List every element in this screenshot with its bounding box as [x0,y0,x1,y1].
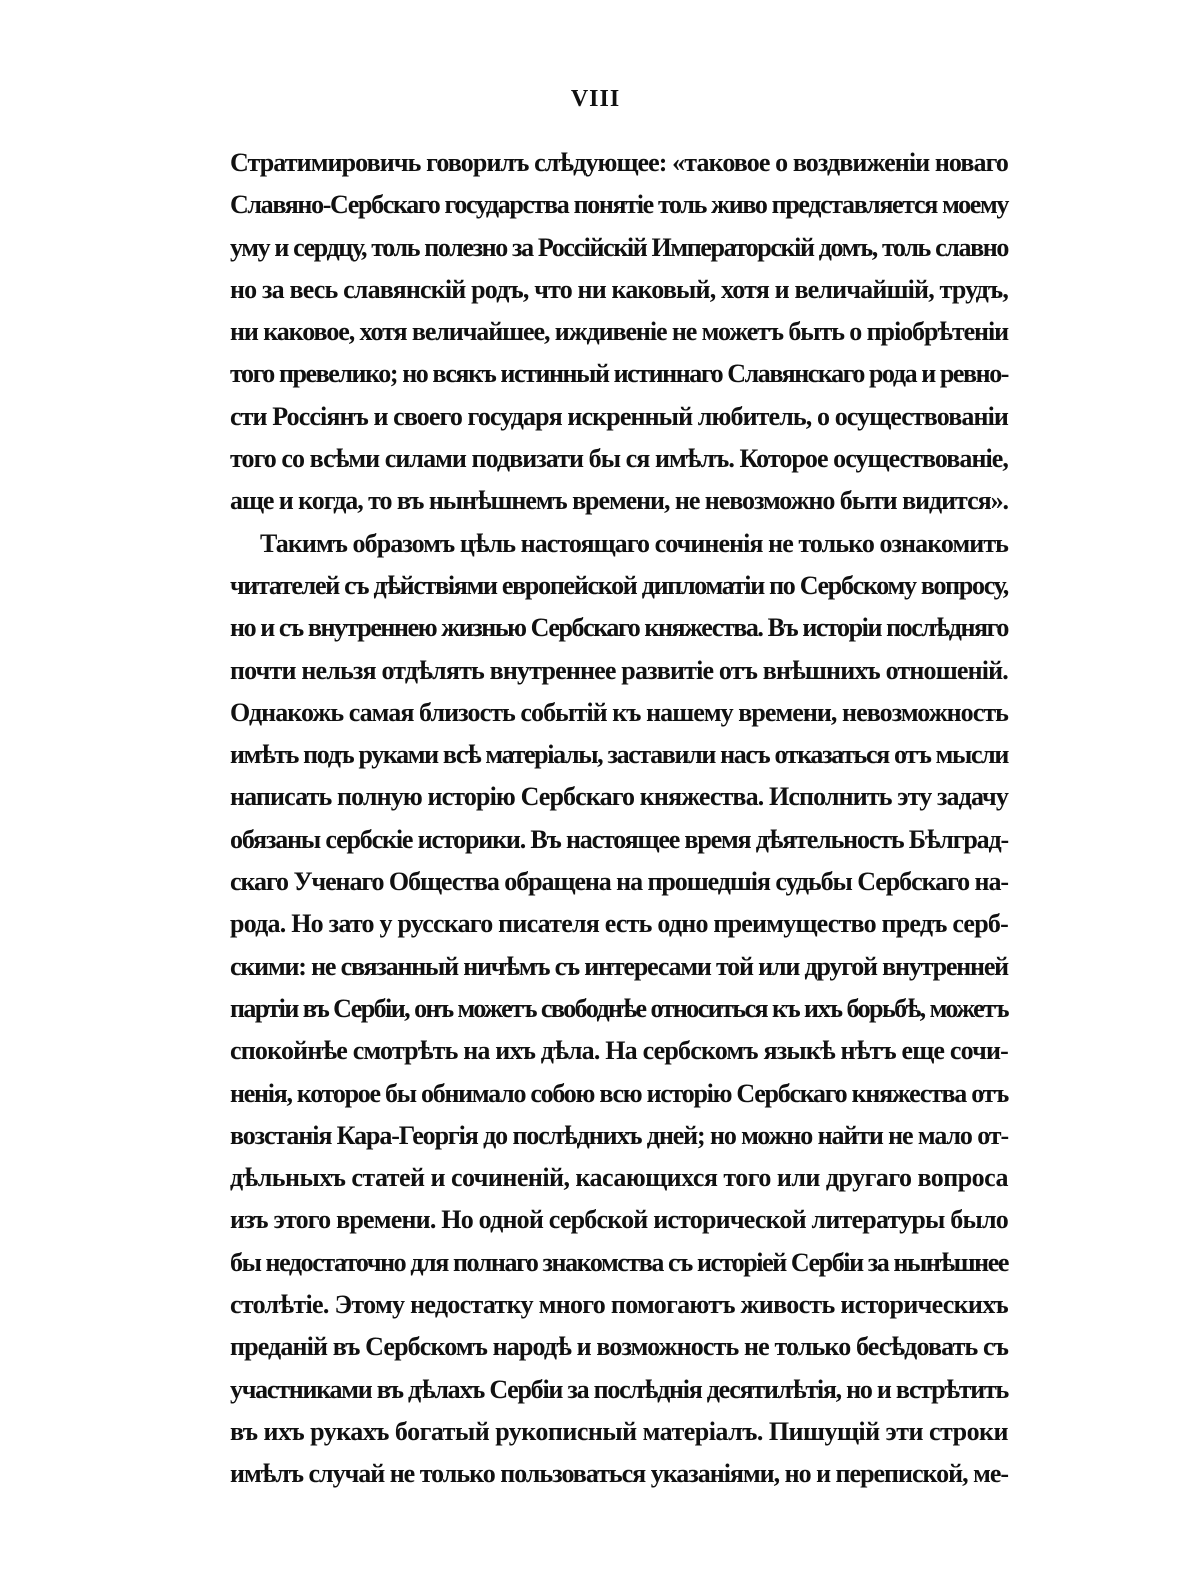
text-line: но и съ внутреннею жизнью Сербскаго княжества. Въ исторіи послѣдняго [230,613,1008,643]
text-line: имѣть подъ руками всѣ матеріалы, заставили насъ отказаться отъ мысли [230,740,1008,770]
text-line: написать полную исторію Сербскаго княжества. Исполнить эту задачу [230,782,1008,812]
paragraph-start-line: Такимъ образомъ цѣль настоящаго сочиненія не только ознакомить [260,528,1008,558]
text-line: ни каковое, хотя величайшее, иждивеніе не можетъ быть о пріобрѣтеніи [230,317,1008,347]
text-line: обязаны сербскіе историки. Въ настоящее время дѣятельность Бѣлград- [230,824,1008,854]
text-line: аще и когда, то въ нынѣшнемъ времени, не невозможно быти видится». [230,486,1008,516]
text-line: читателей съ дѣйствіями европейской дипломатіи по Сербскому вопросу, [230,570,1008,600]
text-line: изъ этого времени. Но одной сербской исторической литературы было [230,1205,1008,1235]
page-number: VIII [570,86,621,112]
text-line: Однакожь самая близость событій къ нашему времени, невозможность [230,697,1008,727]
text-line: имѣлъ случай не только пользоваться указаніями, но и перепиской, ме- [230,1459,1008,1489]
text-line: сти Россіянъ и своего государя искренный любитель, о осуществованіи [230,401,1008,431]
text-line: Стратимировичь говорилъ слѣдующее: «таковое о воздвиженіи новаго [230,148,1008,177]
text-line: скими: не связанный ничѣмъ съ интересами той или другой внутренней [230,951,1008,981]
text-line: дѣльныхъ статей и сочиненій, касающихся того или другаго вопроса [230,1163,1008,1193]
text-line: въ ихъ рукахъ богатый рукописный матеріалъ. Пишущій эти строки [230,1416,1008,1446]
text-line: почти нельзя отдѣлять внутреннее развитіе отъ внѣшнихъ отношеній. [230,655,1008,685]
text-line: возстанія Кара-Георгія до послѣднихъ дней; но можно найти не мало от- [230,1120,1008,1150]
text-line: участниками въ дѣлахъ Сербіи за послѣднія десятилѣтія, но и встрѣтить [230,1374,1008,1404]
text-line: ненія, которое бы обнимало собою всю исторію Сербскаго княжества отъ [230,1078,1008,1108]
text-line: партіи въ Сербіи, онъ можетъ свободнѣе относиться къ ихъ борьбѣ, можетъ [230,993,1008,1023]
text-line: столѣтіе. Этому недостатку много помогаютъ живость историческихъ [230,1290,1008,1320]
body-text [230,142,1008,1496]
text-line: уму и сердцу, толь полезно за Россійскій Императорскій домъ, толь славно [230,232,1008,262]
text-line: того превелико; но всякъ истинный истиннаго Славянскаго рода и ревно- [230,359,1008,389]
text-line: но за весь славянскій родъ, что ни каковый, хотя и величайшій, трудъ, [230,274,1008,304]
text-line: того со всѣми силами подвизати бы ся имѣлъ. Которое осуществованіе, [230,444,1008,474]
text-line: рода. Но зато у русскаго писателя есть одно преимущество предъ серб- [230,909,1008,939]
text-line: спокойнѣе смотрѣть на ихъ дѣла. На сербскомъ языкѣ нѣтъ еще сочи- [230,1036,1008,1066]
text-line: преданій въ Сербскомъ народѣ и возможность не только бесѣдовать съ [230,1332,1008,1362]
text-line: скаго Ученаго Общества обращена на прошедшія судьбы Сербскаго на- [230,867,1008,897]
text-line: бы недостаточно для полнаго знакомства съ исторіей Сербіи за нынѣшнее [230,1247,1008,1277]
text-line: Славяно-Сербскаго государства понятіе толь живо представляется моему [230,190,1008,220]
